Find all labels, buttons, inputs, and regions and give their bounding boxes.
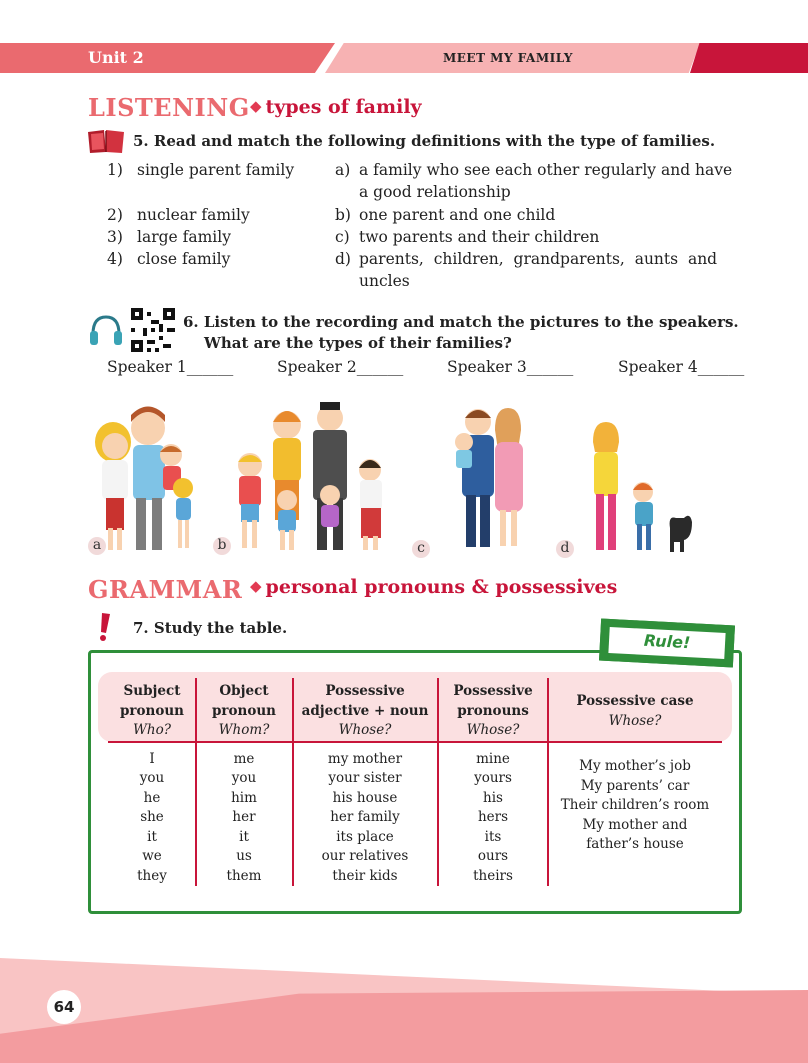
list-item: a) a family who see each other regularly and have [335,161,733,179]
list-item-continued: uncles [359,272,410,290]
book-icon [86,128,126,154]
table-divider [195,678,197,886]
unit-title: MEET MY FAMILY [443,51,573,65]
family-picture-d [580,420,700,560]
table-column-possessive-case: Possessive case Whose? My mother’s job My parents’ car Their children’s room My mother and father’s house [560,693,710,852]
grammar-subtitle-text: personal pronouns & possessives [265,576,618,598]
listening-subtitle [250,96,422,118]
diamond-icon: ◆ [250,97,262,115]
speaker-3-blank[interactable]: Speaker 3______ [447,358,574,376]
speaker-2-blank[interactable]: Speaker 2______ [277,358,404,376]
listening-subtitle-text: types of family [265,96,422,118]
family-picture-b [225,400,395,560]
header-left-band [0,43,335,73]
rule-label: Rule! [608,627,725,659]
grammar-subtitle [250,576,617,598]
list-item: d) parents, children, grandparents, aunts and [335,250,718,268]
list-item: 1) single parent family [107,161,295,179]
grammar-title: GRAMMAR [88,575,243,604]
task-5-instruction: 5. Read and match the following definitions with the type of families. [133,132,716,150]
task-6-question: What are the types of their families? [204,334,512,352]
list-item: 3) large family [107,228,231,246]
table-column-subject-pronoun: Subject pronoun Who? I you he she it we they [119,683,184,884]
speaker-1-blank[interactable]: Speaker 1______ [107,358,234,376]
table-divider [437,678,439,886]
unit-label: Unit 2 [88,48,144,67]
qr-code-icon[interactable] [131,308,175,352]
family-picture-c [440,400,550,560]
list-item: 4) close family [107,250,231,268]
exclamation-icon [96,612,114,642]
speaker-4-blank[interactable]: Speaker 4______ [618,358,745,376]
list-item: c) two parents and their children [335,228,600,246]
header-right-band [690,43,808,73]
picture-label-b: b [213,537,231,555]
list-item: b) one parent and one child [335,206,556,224]
list-item-continued: a good relationship [359,183,511,201]
picture-label-d: d [556,540,574,558]
table-divider [292,678,294,886]
family-picture-a [88,400,208,560]
task-6-instruction: 6. Listen to the recording and match the pictures to the speakers. [183,313,739,331]
page-header [0,43,808,73]
page-number: 64 [47,990,81,1024]
table-divider [108,741,722,743]
list-item: 2) nuclear family [107,206,250,224]
listening-title: LISTENING [88,93,250,122]
table-column-possessive-adjective: Possessive adjective + noun Whose? my mother your sister his house her family its place our relatives their kids [301,683,429,884]
table-divider [547,678,549,886]
picture-label-a: a [88,537,106,555]
table-column-possessive-pronouns: Possessive pronouns Whose? mine yours his hers its ours theirs [453,683,533,884]
table-column-object-pronoun: Object pronoun Whom? me you him her it us them [211,683,276,884]
task-7-instruction: 7. Study the table. [133,619,288,637]
picture-label-c: c [412,540,430,558]
rule-tag [599,619,735,668]
diamond-icon: ◆ [250,577,262,595]
headphones-icon [88,312,124,348]
